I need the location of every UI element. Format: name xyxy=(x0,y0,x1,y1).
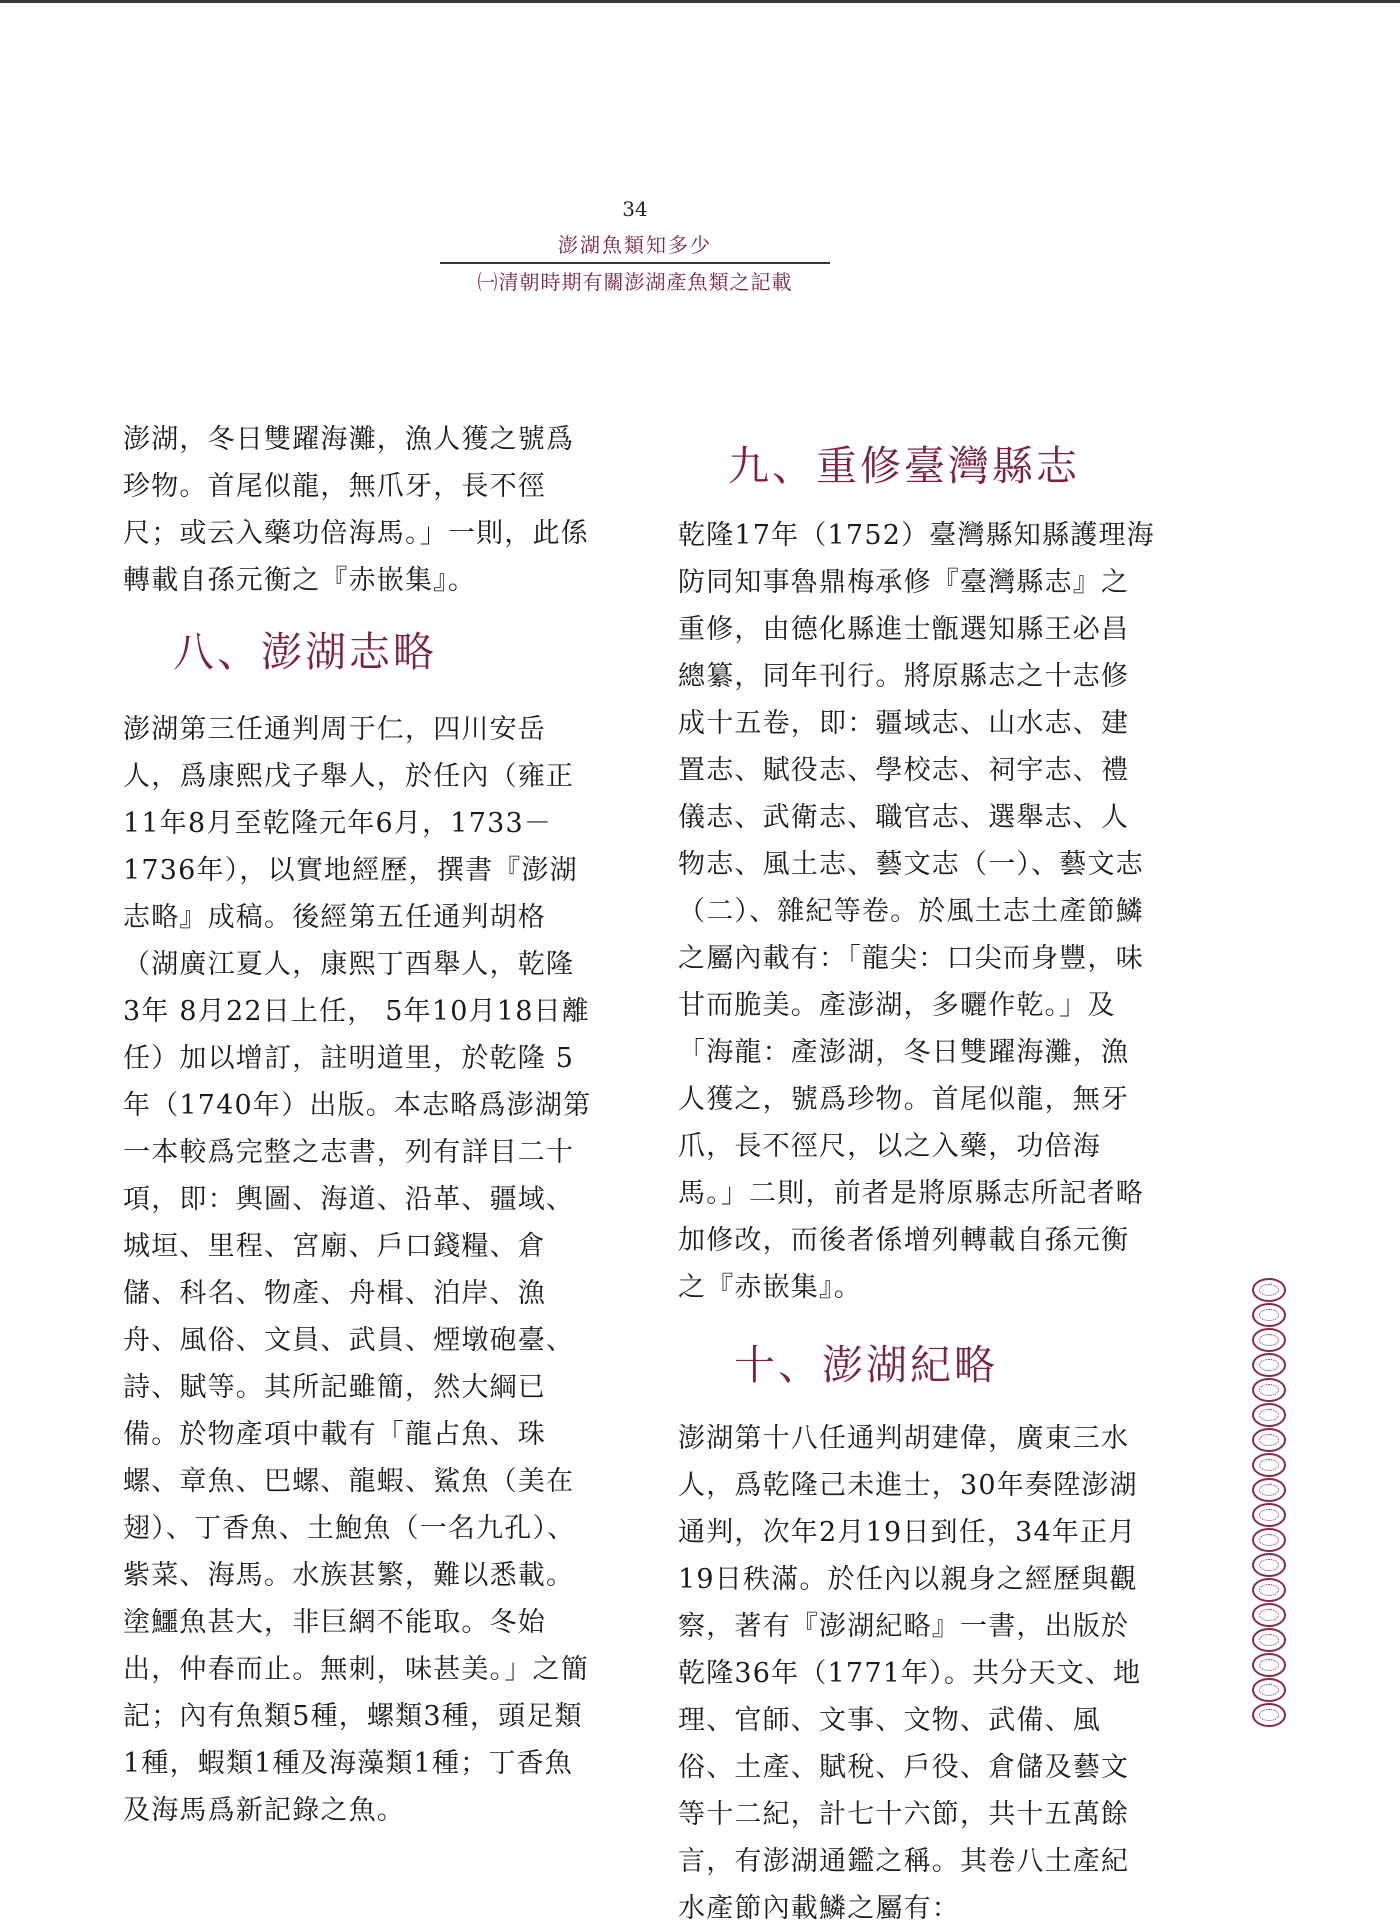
seal-icon xyxy=(1252,1603,1286,1627)
paragraph-penghu-jilue: 澎湖第十八任通判胡建偉，廣東三水人，爲乾隆己未進士，30年奏陞澎湖通判，次年2月19日到任，34年正月19日秩滿。於任內以親身之經歷與觀察，著有『澎湖紀略』一書，出版於乾隆36年（1771年）。共分天文、地理、官師、文事、文物、武備、風俗、土產、賦稅、戶役、倉儲及藝文等十二紀，計七十六節，共十五萬餘言，有澎湖通鑑之稱。其卷八土產紀水產節內載鱗之屬有： xyxy=(678,1423,1142,1924)
seal-icon xyxy=(1252,1278,1286,1302)
book-title: 澎湖魚類知多少 xyxy=(558,233,712,257)
heading-taiwan-county-gazetteer: 九、重修臺灣縣志 xyxy=(728,442,1080,490)
heading-penghu-jilue: 十、澎湖紀略 xyxy=(734,1341,998,1389)
right-column xyxy=(678,512,1156,1932)
seal-icon xyxy=(1252,1328,1286,1352)
seal-icon xyxy=(1252,1303,1286,1327)
seal-icon xyxy=(1252,1353,1286,1377)
seal-icon xyxy=(1252,1553,1286,1577)
paragraph-penghu-zhilue: 澎湖第三任通判周于仁，四川安岳人，爲康熙戊子舉人，於任內（雍正11年8月至乾隆元年6月，1733－1736年），以實地經歷，撰書『澎湖志略』成稿。後經第五任通判胡格（湖廣江夏人，康熙丁酉舉人，乾隆 3年 8月22日上任， 5年10月18日離任）加以增訂，註明道里，於乾隆 5年（1740年）出版。本志略爲澎湖第一本較爲完整之志書，列有詳目二十項，即：輿圖、海道、沿革、疆域、城垣、里程、宮廟、戶口錢糧、倉儲、科名、物產、舟楫、泊岸、漁舟、風俗、文員、武員、煙墩砲臺、詩、賦等。其所記雖簡，然大綱已備。於物產項中載有「龍占魚、珠螺、章魚、巴螺、龍蝦、鯊魚（美在翅）、丁香魚、土鮑魚（一名九孔）、紫菜、海馬。水族甚繁，難以悉載。塗鱷魚甚大，非巨網不能取。冬始出，仲春而止。無刺，味甚美。」之簡記；內有魚類5種，螺類3種，頭足類1種，蝦類1種及海藻類1種；丁香魚及海馬爲新記錄之魚。 xyxy=(123,714,592,1826)
seal-icon xyxy=(1252,1478,1286,1502)
running-header xyxy=(440,196,830,295)
seal-icon xyxy=(1252,1378,1286,1402)
seal-icon xyxy=(1252,1453,1286,1477)
seal-icon xyxy=(1252,1628,1286,1652)
left-column xyxy=(123,416,601,1834)
seal-icon xyxy=(1252,1653,1286,1677)
decorative-seal-strip xyxy=(1252,1278,1288,1728)
paragraph-taiwan-county-gazetteer: 乾隆17年（1752）臺灣縣知縣護理海防同知事魯鼎梅承修『臺灣縣志』之重修，由德化縣進士甑選知縣王必昌總纂，同年刊行。將原縣志之十志修成十五卷，即：疆域志、山水志、建置志、賦役志、學校志、祠宇志、禮儀志、武衛志、職官志、選舉志、人物志、風土志、藝文志（一）、藝文志（二）、雜紀等卷。於風土志土產節鱗之屬內載有：「龍尖：口尖而身豐，味甘而脆美。產澎湖，多曬作乾。」及「海龍：產澎湖，冬日雙躍海灘，漁人獲之，號爲珍物。首尾似龍，無牙爪，長不徑尺，以之入藥，功倍海馬。」二則，前者是將原縣志所記者略加修改，而後者係增列轉載自孫元衡之『赤嵌集』。 xyxy=(678,520,1155,1303)
seal-icon xyxy=(1252,1503,1286,1527)
seal-icon xyxy=(1252,1703,1286,1727)
seal-icon xyxy=(1252,1403,1286,1427)
seal-icon xyxy=(1252,1678,1286,1702)
page-number: 34 xyxy=(622,197,648,221)
top-border-line xyxy=(0,0,1400,3)
seal-icon xyxy=(1252,1578,1286,1602)
heading-penghu-zhilue: 八、澎湖志略 xyxy=(173,628,437,676)
section-title: ㈠清朝時期有關澎湖產魚類之記載 xyxy=(477,270,793,294)
seal-icon xyxy=(1252,1428,1286,1452)
seal-icon xyxy=(1252,1528,1286,1552)
header-divider xyxy=(440,262,830,264)
continuation-paragraph: 澎湖，冬日雙躍海灘，漁人獲之號爲珍物。首尾似龍，無爪牙，長不徑尺；或云入藥功倍海馬。」一則，此係轉載自孫元衡之『赤嵌集』。 xyxy=(123,424,589,596)
